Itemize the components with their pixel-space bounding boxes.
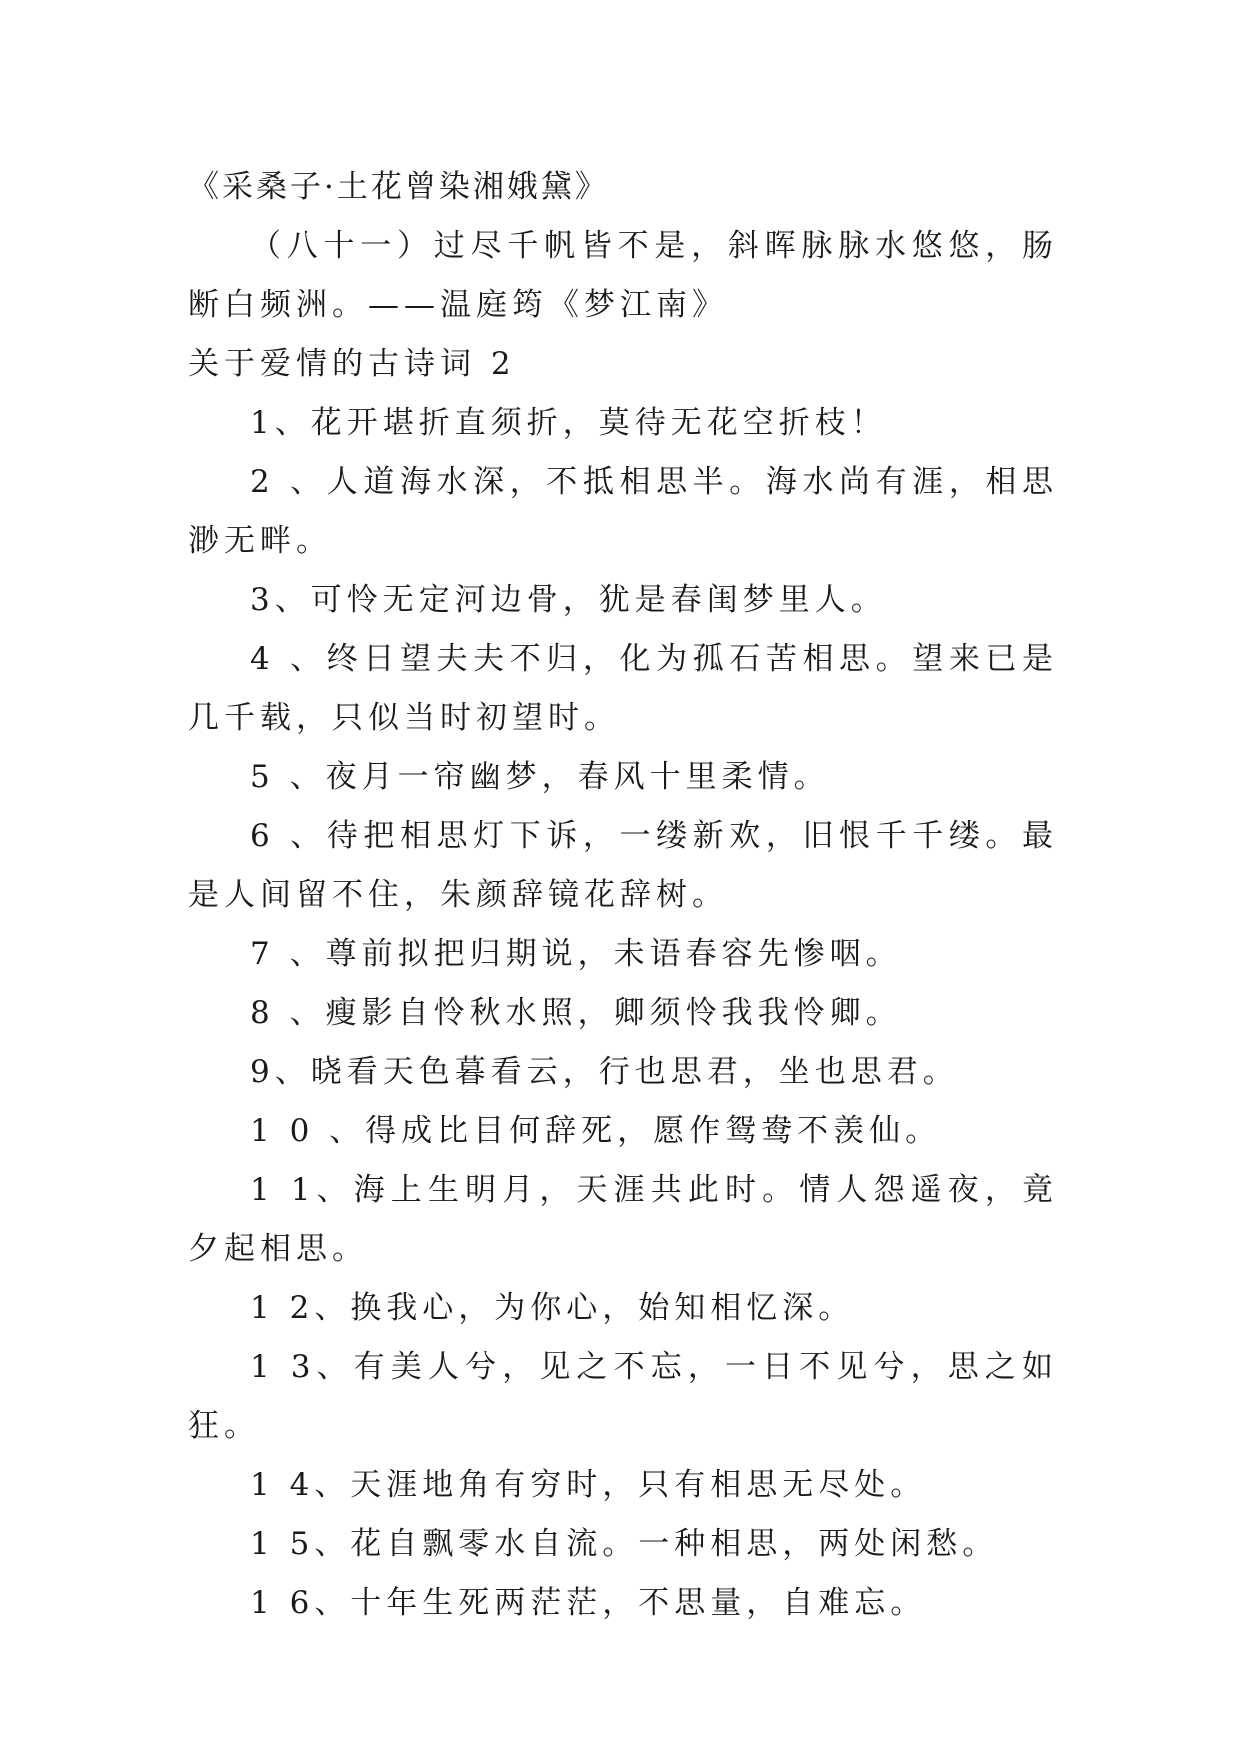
poem-line-8: 8 、瘦影自怜秋水照，卿须怜我我怜卿。 xyxy=(250,995,902,1031)
poem-line-7: 7 、尊前拟把归期说，未语春容先惨咽。 xyxy=(250,936,902,972)
poem-line-4: 4 、终日望夫夫不归，化为孤石苦相思。望来已是几千载，只似当时初望时。 xyxy=(188,641,1058,736)
poem-line-1: 1、花开堪折直须折，莫待无花空折枝！ xyxy=(250,405,887,441)
poem-line-10: 1 0 、得成比目何辞死，愿作鸳鸯不羡仙。 xyxy=(250,1113,942,1149)
paragraph-81: （八十一）过尽千帆皆不是，斜晖脉脉水悠悠，肠断白频洲。——温庭筠《梦江南》 xyxy=(188,228,1058,323)
poem-title: 《采桑子·土花曾染湘娥黛》 xyxy=(188,169,609,205)
poem-line-5: 5 、夜月一帘幽梦，春风十里柔情。 xyxy=(250,759,830,795)
poem-line-12: 1 2、换我心，为你心，始知相忆深。 xyxy=(250,1290,855,1326)
poem-line-15: 1 5、花自飘零水自流。一种相思，两处闲愁。 xyxy=(250,1526,999,1562)
poem-line-6: 6 、待把相思灯下诉，一缕新欢，旧恨千千缕。最是人间留不住，朱颜辞镜花辞树。 xyxy=(188,818,1058,913)
poem-line-2: 2 、人道海水深，不抵相思半。海水尚有涯，相思渺无畔。 xyxy=(188,464,1058,559)
poem-line-14: 1 4、天涯地角有穷时，只有相思无尽处。 xyxy=(250,1467,927,1503)
document-page xyxy=(188,158,1058,1633)
poem-line-3: 3、可怜无定河边骨，犹是春闺梦里人。 xyxy=(250,582,887,618)
poem-line-9: 9、晓看天色暮看云，行也思君，坐也思君。 xyxy=(250,1054,959,1090)
poem-line-11: 1 1、海上生明月，天涯共此时。情人怨遥夜，竟夕起相思。 xyxy=(188,1172,1058,1267)
poem-line-16: 1 6、十年生死两茫茫，不思量，自难忘。 xyxy=(250,1585,927,1621)
section-title: 关于爱情的古诗词 2 xyxy=(188,346,516,382)
poem-line-13: 1 3、有美人兮，见之不忘，一日不见兮，思之如狂。 xyxy=(188,1349,1058,1444)
